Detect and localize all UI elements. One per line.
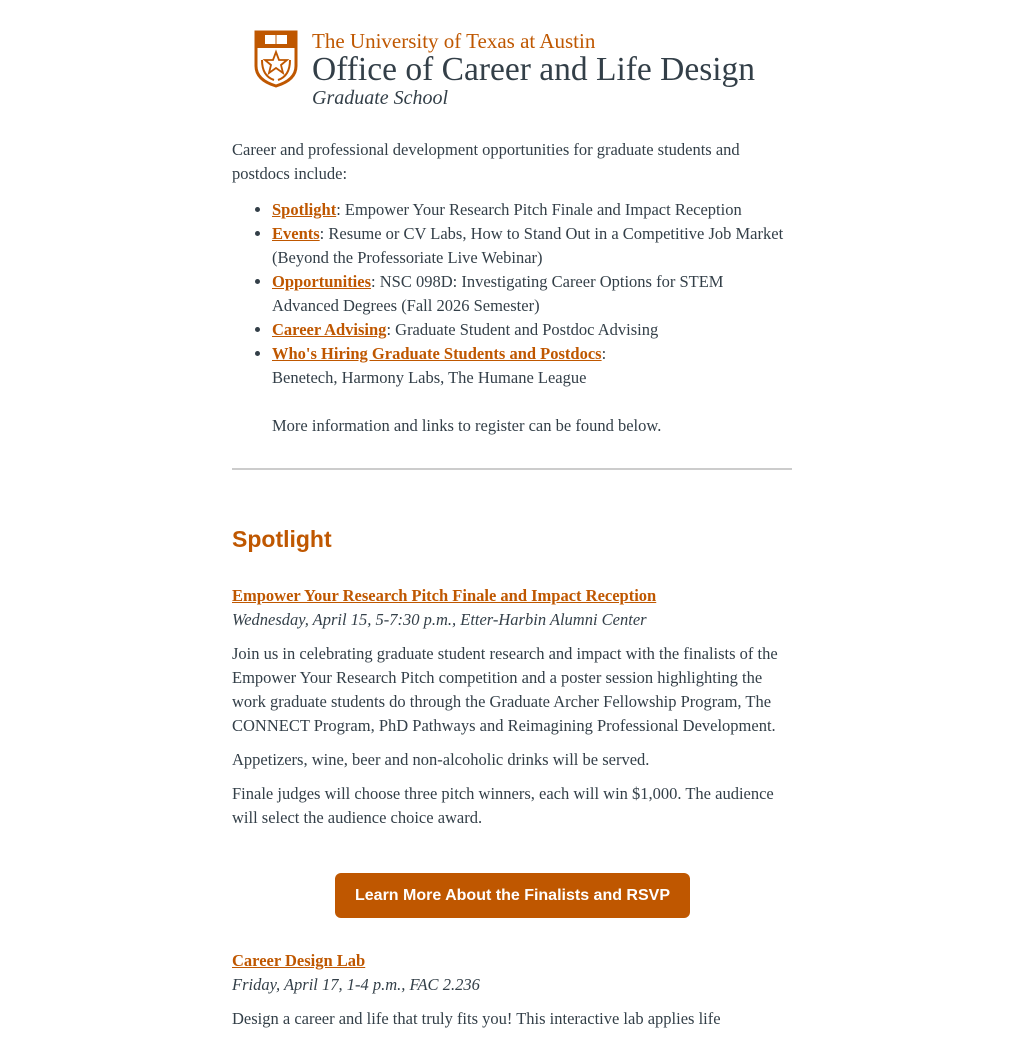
event-career-design-lab <box>232 949 792 1041</box>
event-empower-pitch <box>232 584 792 840</box>
school-name: Graduate School <box>312 87 449 109</box>
spotlight-heading: Spotlight <box>232 526 332 552</box>
rsvp-button[interactable]: Learn More About the Finalists and RSVP <box>335 873 690 918</box>
toc-link-whos-hiring[interactable]: Who's Hiring Graduate Students and Postdocs <box>272 344 602 363</box>
divider <box>232 468 792 470</box>
office-name: Office of Career and Life Design <box>312 51 756 88</box>
event-description: Design a career and life that truly fits you! This interactive lab applies life <box>232 1009 721 1028</box>
toc-link-events[interactable]: Events <box>272 224 320 243</box>
toc-item <box>272 198 792 222</box>
toc-text: : Empower Your Research Pitch Finale and Impact Reception <box>336 200 742 219</box>
university-name: The University of Texas at Austin <box>312 29 596 53</box>
toc-list <box>232 198 792 390</box>
toc-item <box>272 318 792 342</box>
toc-link-spotlight[interactable]: Spotlight <box>272 200 337 219</box>
event-title-link[interactable]: Empower Your Research Pitch Finale and Impact Reception <box>232 586 657 605</box>
toc-link-career-advising[interactable]: Career Advising <box>272 320 387 339</box>
toc-text: : NSC 098D: Investigating Career Options for STEM Advanced Degrees (Fall 2026 Semester) <box>272 272 724 315</box>
header-logo <box>254 28 774 112</box>
toc-item <box>272 222 792 270</box>
toc-text: : Graduate Student and Postdoc Advising <box>386 320 659 339</box>
toc-text: : Resume or CV Labs, How to Stand Out in a Competitive Job Market (Beyond the Professoriate Live Webinar) <box>272 224 784 267</box>
event-date: Wednesday, April 15, 5-7:30 p.m., Etter-Harbin Alumni Center <box>232 610 647 629</box>
ut-shield-icon <box>254 30 298 88</box>
toc-item <box>272 270 792 318</box>
event-description: Join us in celebrating graduate student research and impact with the finalists of the Empower Your Research Pitch competition and a poster session highlighting the work graduate students do through the Graduate Archer Fellowship Program, The CONNECT Program, PhD Pathways and Reimagining Professional Development. <box>232 644 778 735</box>
hiring-companies: Benetech, Harmony Labs, The Humane League <box>272 368 587 387</box>
event-date: Friday, April 17, 1-4 p.m., FAC 2.236 <box>232 975 480 994</box>
toc-item <box>272 342 792 390</box>
event-judges: Finale judges will choose three pitch winners, each will win $1,000. The audience will select the audience choice award. <box>232 784 774 827</box>
intro-text: Career and professional development opportunities for graduate students and postdocs include: <box>232 140 740 183</box>
toc-text: : <box>601 344 607 363</box>
toc-link-opportunities[interactable]: Opportunities <box>272 272 372 291</box>
more-info-text: More information and links to register can be found below. <box>272 416 662 435</box>
event-title-link[interactable]: Career Design Lab <box>232 951 366 970</box>
event-refreshments: Appetizers, wine, beer and non-alcoholic drinks will be served. <box>232 750 650 769</box>
